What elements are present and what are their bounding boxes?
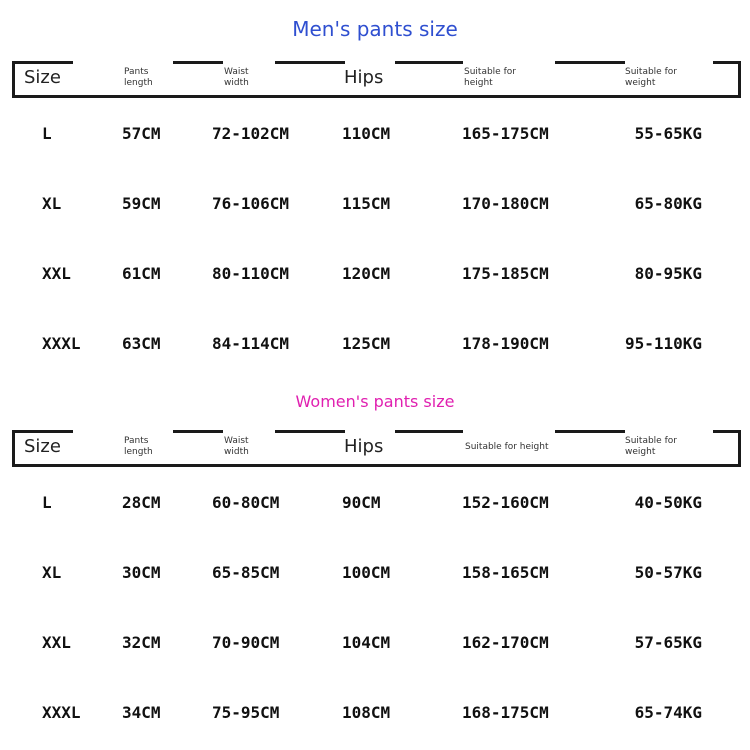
size-cell: XXL — [42, 633, 71, 652]
waist-width-cell: 76-106CM — [212, 194, 290, 213]
pants-length-cell: 61CM — [122, 264, 161, 283]
header-gap — [345, 430, 395, 433]
header-gap — [625, 61, 713, 64]
waist-width-cell: 72-102CM — [212, 124, 290, 143]
table-row — [0, 633, 750, 657]
women-header-row — [12, 430, 741, 467]
header-gap — [123, 61, 173, 64]
weight-cell: 50-57KG — [634, 563, 702, 582]
size-cell: L — [42, 493, 52, 512]
size-cell: XL — [42, 563, 62, 582]
header-hips: Hips — [344, 67, 384, 88]
weight-cell: 65-80KG — [634, 194, 702, 213]
header-height: Suitable for height — [465, 442, 549, 452]
hips-cell: 104CM — [342, 633, 391, 652]
waist-width-cell: 60-80CM — [212, 493, 280, 512]
header-weight: Suitable for weight — [625, 67, 677, 88]
waist-width-cell: 65-85CM — [212, 563, 280, 582]
header-height: Suitable for height — [464, 67, 516, 88]
height-cell: 152-160CM — [462, 493, 549, 512]
height-cell: 165-175CM — [462, 124, 549, 143]
weight-cell: 80-95KG — [634, 264, 702, 283]
women-section-title: Women's pants size — [295, 392, 455, 411]
hips-cell: 125CM — [342, 334, 391, 353]
hips-cell: 110CM — [342, 124, 391, 143]
table-row — [0, 124, 750, 148]
weight-cell: 40-50KG — [634, 493, 702, 512]
header-pants-length: Pants length — [124, 67, 153, 88]
men-header-row — [12, 61, 741, 98]
header-gap — [73, 430, 123, 433]
men-section-title: Men's pants size — [292, 17, 458, 41]
header-gap — [73, 61, 123, 64]
header-gap — [223, 61, 275, 64]
hips-cell: 100CM — [342, 563, 391, 582]
pants-length-cell: 63CM — [122, 334, 161, 353]
hips-cell: 120CM — [342, 264, 391, 283]
waist-width-cell: 75-95CM — [212, 703, 280, 722]
pants-length-cell: 59CM — [122, 194, 161, 213]
header-waist-width: Waist width — [224, 436, 249, 457]
header-gap — [345, 61, 395, 64]
hips-cell: 115CM — [342, 194, 391, 213]
header-pants-length: Pants length — [124, 436, 153, 457]
size-cell: XL — [42, 194, 62, 213]
pants-length-cell: 28CM — [122, 493, 161, 512]
waist-width-cell: 80-110CM — [212, 264, 290, 283]
height-cell: 168-175CM — [462, 703, 549, 722]
header-size: Size — [24, 67, 61, 88]
height-cell: 158-165CM — [462, 563, 549, 582]
waist-width-cell: 70-90CM — [212, 633, 280, 652]
size-cell: XXXL — [42, 334, 81, 353]
weight-cell: 55-65KG — [634, 124, 702, 143]
weight-cell: 57-65KG — [634, 633, 702, 652]
header-gap — [463, 61, 555, 64]
table-row — [0, 264, 750, 288]
table-row — [0, 563, 750, 587]
pants-length-cell: 57CM — [122, 124, 161, 143]
size-cell: L — [42, 124, 52, 143]
waist-width-cell: 84-114CM — [212, 334, 290, 353]
pants-length-cell: 34CM — [122, 703, 161, 722]
weight-cell: 95-110KG — [624, 334, 702, 353]
header-hips: Hips — [344, 436, 384, 457]
header-gap — [463, 430, 555, 433]
table-row — [0, 493, 750, 517]
pants-length-cell: 32CM — [122, 633, 161, 652]
weight-cell: 65-74KG — [634, 703, 702, 722]
header-gap — [223, 430, 275, 433]
height-cell: 162-170CM — [462, 633, 549, 652]
size-cell: XXL — [42, 264, 71, 283]
pants-length-cell: 30CM — [122, 563, 161, 582]
header-weight: Suitable for weight — [625, 436, 677, 457]
hips-cell: 90CM — [342, 493, 381, 512]
header-waist-width: Waist width — [224, 67, 249, 88]
header-gap — [123, 430, 173, 433]
table-row — [0, 334, 750, 358]
table-row — [0, 194, 750, 218]
header-gap — [625, 430, 713, 433]
height-cell: 175-185CM — [462, 264, 549, 283]
header-size: Size — [24, 436, 61, 457]
size-cell: XXXL — [42, 703, 81, 722]
height-cell: 178-190CM — [462, 334, 549, 353]
hips-cell: 108CM — [342, 703, 391, 722]
table-row — [0, 703, 750, 727]
height-cell: 170-180CM — [462, 194, 549, 213]
